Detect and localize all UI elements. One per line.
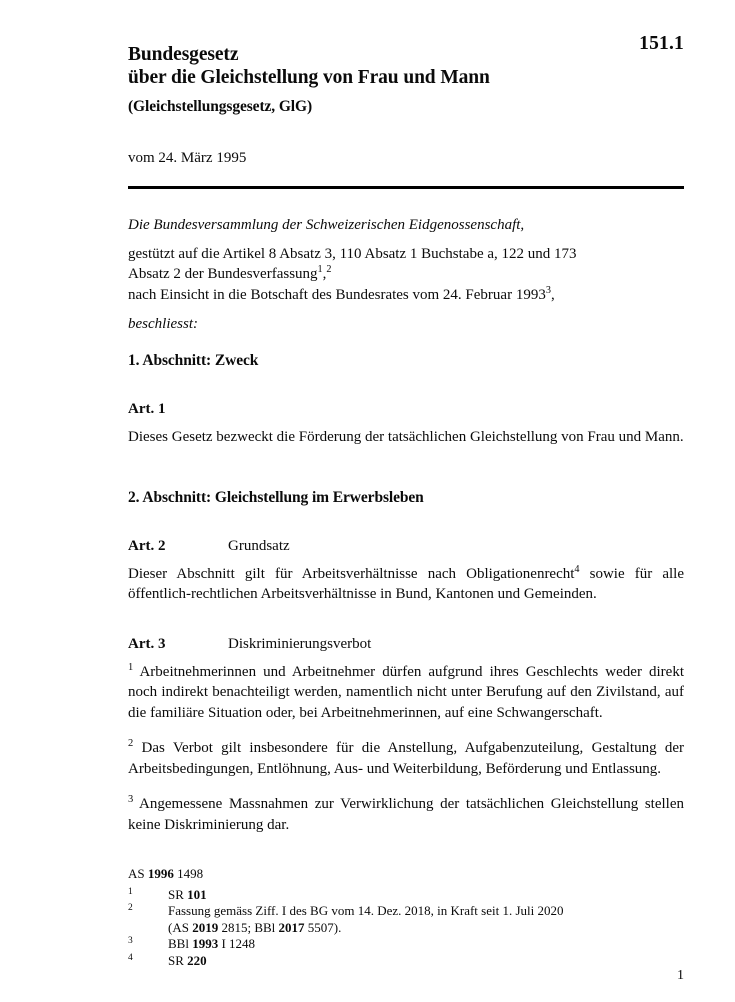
- footnote-cont-pre: (AS: [168, 919, 193, 935]
- as-reference: [128, 866, 684, 883]
- section-heading-2: 2. Abschnitt: Gleichstellung im Erwerbsleben: [128, 488, 424, 506]
- article-3-paragraph-1: [128, 662, 684, 724]
- sr-number: 151.1: [639, 33, 684, 54]
- preamble-basis-separator: ,: [322, 266, 327, 282]
- document-body: [128, 352, 684, 835]
- preamble-message-comma: ,: [550, 286, 555, 303]
- preamble: [128, 215, 684, 335]
- article-number: Art. 1: [128, 401, 166, 417]
- footnote-cont-post: 5507).: [304, 919, 342, 935]
- document-date: vom 24. März 1995: [128, 150, 247, 166]
- footnote-number: 1: [128, 886, 133, 897]
- footnote-number: 4: [128, 952, 133, 963]
- footnote-entry-1: [128, 887, 684, 904]
- preamble-authority: Die Bundesversammlung der Schweizerischen Eidgenossenschaft,: [128, 217, 525, 233]
- footnote-text-bold: 220: [187, 952, 207, 968]
- as-prefix: AS: [128, 866, 148, 881]
- paragraph-marker: 2: [128, 738, 134, 749]
- footnote-text-pre: BBl: [168, 936, 193, 951]
- footnote-text-continuation: [168, 920, 684, 937]
- preamble-resolution: beschliesst:: [128, 316, 198, 332]
- paragraph-text: Arbeitnehmerinnen und Arbeitnehmer dürfen aufgrund ihres Geschlechts weder direkt noch indirekt benachteiligt werden, namentlich nicht unter Berufung auf den Zivilstand, auf die familiäre Situation oder, bei Arbeitnehmerinnen, auf eine Schwangerschaft.: [128, 663, 684, 721]
- footnote-text: [168, 953, 684, 970]
- footnote-text-post: I 1248: [218, 936, 256, 951]
- article-1-paragraph-1: Dieses Gesetz bezweckt die Förderung der tatsächlichen Gleichstellung von Frau und Mann.: [128, 429, 684, 445]
- footnote-ref-2: 2: [326, 264, 332, 275]
- article-3-paragraph-3: [128, 794, 684, 835]
- article-2-paragraph-1: [128, 564, 684, 605]
- footnote-cont-bold-1: 2019: [192, 919, 219, 935]
- footnote-ref-4: 4: [574, 563, 580, 575]
- title-block: [128, 43, 688, 116]
- as-page: 1498: [173, 866, 204, 881]
- article-number: Art. 2: [128, 537, 166, 554]
- article-2-text-post: sowie für alle öffentlich-rechtlichen Arbeitsverhältnisse in Bund, Kantonen und Gemeinden.: [128, 565, 684, 602]
- footnote-entry-2: [128, 903, 684, 936]
- footnote-text: [168, 936, 684, 953]
- footnote-cont-mid: 2815; BBl: [218, 919, 279, 935]
- paragraph-text: Angemessene Massnahmen zur Verwirklichung der tatsächlichen Gleichstellung stellen keine Diskriminierung dar.: [128, 796, 684, 833]
- footnote-block: [128, 866, 684, 969]
- preamble-basis-line-1: gestützt auf die Artikel 8 Absatz 3, 110 Absatz 1 Buchstabe a, 122 und 173: [128, 245, 577, 262]
- preamble-message-line: [128, 285, 684, 306]
- footnote-cont-bold-2: 2017: [278, 919, 305, 935]
- article-2-text-pre: Dieser Abschnitt gilt für Arbeitsverhältnisse nach Obligationenrecht: [128, 565, 575, 582]
- article-3-paragraph-2: [128, 738, 684, 779]
- footnote-text-bold: 101: [187, 886, 207, 902]
- footnote-entry-3: [128, 936, 684, 953]
- footnote-number: 2: [128, 903, 133, 913]
- article-heading-art-1: [128, 401, 684, 418]
- section-heading-1: 1. Abschnitt: Zweck: [128, 352, 259, 369]
- footnote-number: 3: [128, 936, 133, 946]
- footnote-ref-1: 1: [317, 264, 323, 275]
- footnote-text: [168, 887, 684, 904]
- paragraph-text: Das Verbot gilt insbesondere für die Anstellung, Aufgabenzuteilung, Gestaltung der Arbeitsbedingungen, Entlöhnung, Aus- und Weiterbildung, Beförderung und Entlassung.: [128, 740, 685, 777]
- article-number: Art. 3: [128, 635, 166, 652]
- document-subtitle: (Gleichstellungsgesetz, GlG): [128, 98, 313, 115]
- preamble-message-text: nach Einsicht in die Botschaft des Bundesrates vom 24. Februar 1993: [128, 286, 546, 303]
- document-title-line-2: über die Gleichstellung von Frau und Mann: [128, 67, 490, 88]
- article-heading-art-3: [128, 636, 684, 653]
- footnote-entry-4: [128, 953, 684, 970]
- paragraph-marker: 3: [128, 794, 134, 805]
- preamble-basis-line-2: [128, 264, 684, 285]
- page-number: 1: [677, 968, 684, 983]
- preamble-basis-text: Absatz 2 der Bundesverfassung: [128, 266, 318, 282]
- document-title-line-1: Bundesgesetz: [128, 44, 239, 65]
- article-heading-art-2: [128, 538, 684, 555]
- footnote-ref-3: 3: [545, 284, 551, 296]
- article-title: Grundsatz: [228, 537, 290, 554]
- footnote-text: Fassung gemäss Ziff. I des BG vom 14. Dez. 2018, in Kraft seit 1. Juli 2020: [168, 903, 564, 918]
- footnote-text-bold: 1993: [192, 936, 219, 951]
- footnote-text-pre: SR: [168, 952, 188, 968]
- as-year: 1996: [147, 866, 174, 881]
- header-divider-rule: [128, 186, 684, 189]
- article-title: Diskriminierungsverbot: [228, 635, 372, 652]
- paragraph-marker: 1: [128, 661, 134, 673]
- footnote-text-pre: SR: [168, 886, 188, 902]
